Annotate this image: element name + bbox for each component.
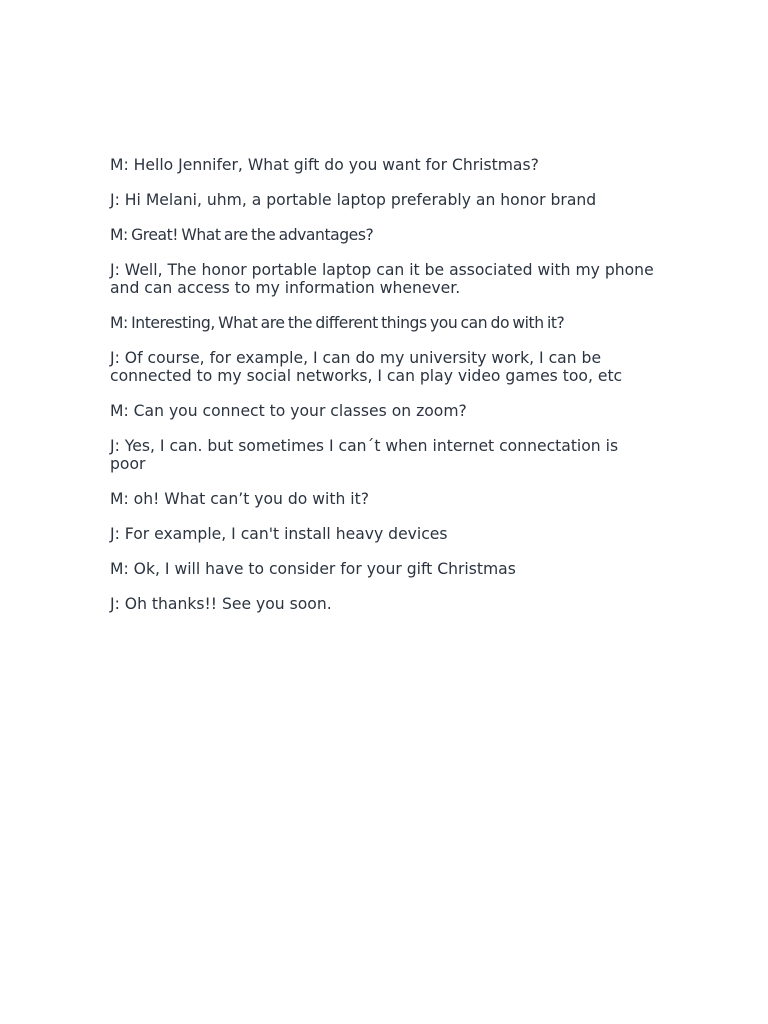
dialogue-line-10: J: For example, I can't install heavy devices [110, 525, 448, 543]
dialogue-line-1: M: Hello Jennifer, What gift do you want for Christmas? [110, 156, 539, 174]
dialogue-line-4: J: Well, The honor portable laptop can it be associated with my phone and can access to my information whenever. [110, 261, 654, 297]
dialogue-line-12: J: Oh thanks!! See you soon. [110, 595, 332, 613]
dialogue-line-5: M: Interesting, What are the different things you can do with it? [110, 314, 565, 332]
dialogue-text [110, 156, 658, 630]
dialogue-line-9: M: oh! What can’t you do with it? [110, 490, 370, 508]
dialogue-line-8: J: Yes, I can. but sometimes I can´t when internet connectation is poor [110, 437, 619, 473]
dialogue-line-3: M: Great! What are the advantages? [110, 226, 374, 244]
dialogue-line-11: M: Ok, I will have to consider for your gift Christmas [110, 560, 516, 578]
dialogue-line-7: M: Can you connect to your classes on zoom? [110, 402, 467, 420]
dialogue-line-6: J: Of course, for example, I can do my university work, I can be connected to my social networks, I can play video games too, etc [110, 349, 623, 385]
dialogue-line-2: J: Hi Melani, uhm, a portable laptop preferably an honor brand [110, 191, 597, 209]
